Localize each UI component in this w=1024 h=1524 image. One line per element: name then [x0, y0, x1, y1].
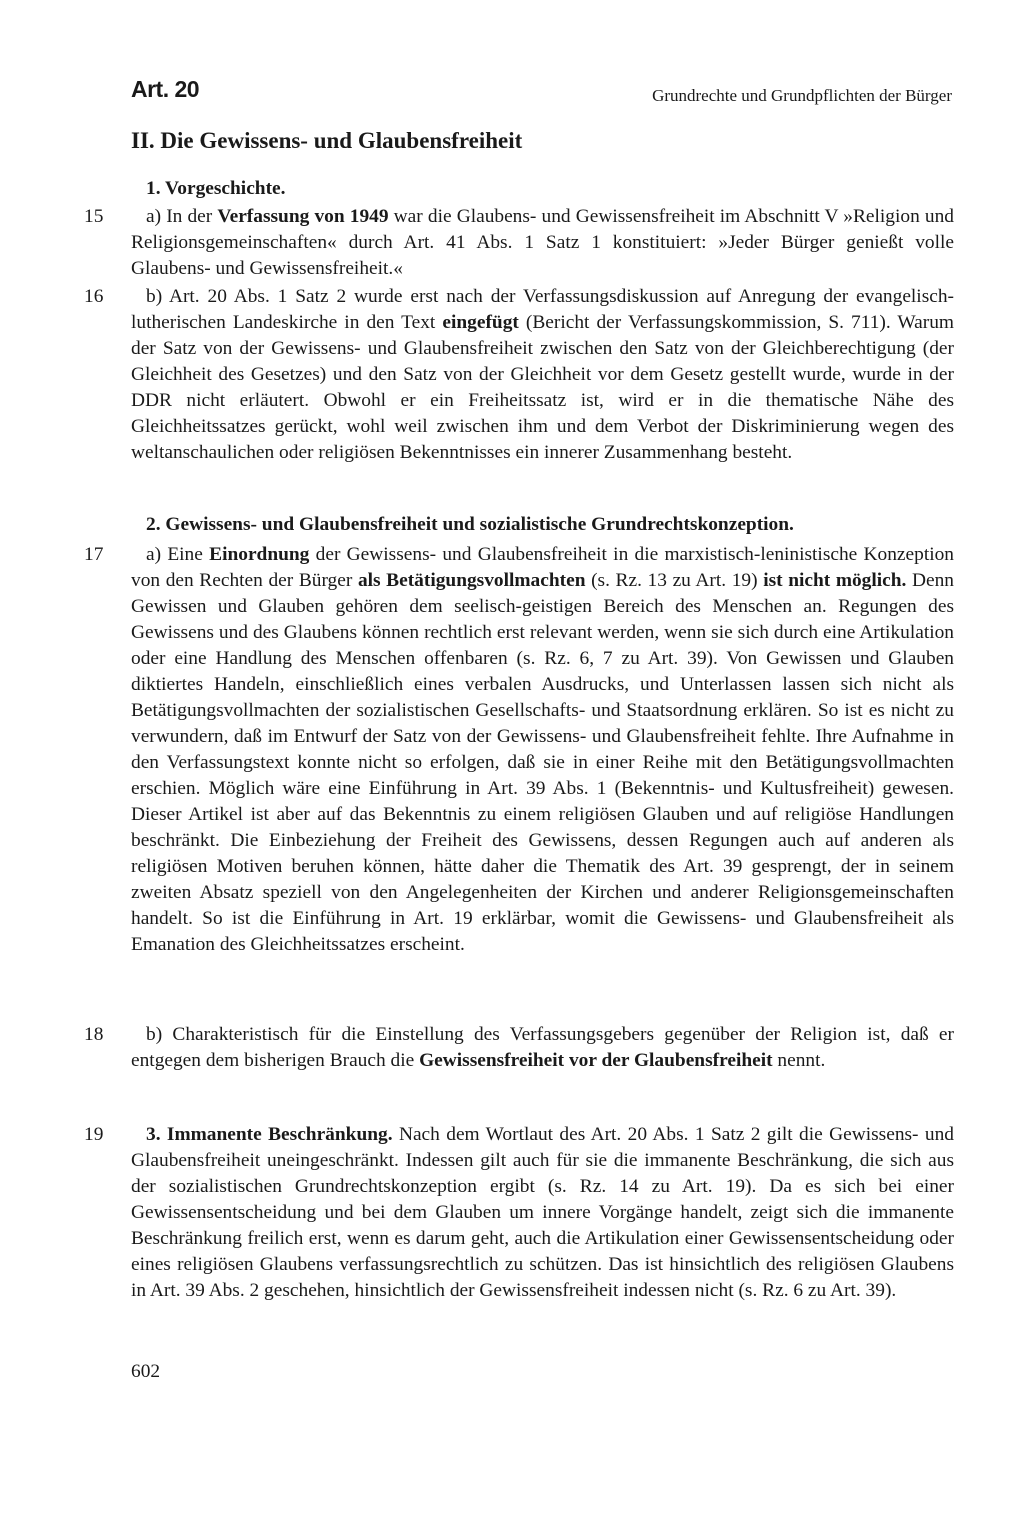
- section-title: II. Die Gewissens- und Glaubensfreiheit: [131, 128, 523, 153]
- paragraph-19: 3. Immanente Beschränkung. Nach dem Wortlaut des Art. 20 Abs. 1 Satz 2 gilt die Gewissens- und Glaubensfreiheit uneingeschränkt. Indessen gilt auch für sie die immanente Beschränkung, die sich aus der sozialistischen Grundrechtskonzeption ergibt (s. Rz. 14 zu Art. 19). Da es sich bei einer Gewissensentscheidung und bei dem Glauben um innere Vorgänge handelt, zeigt sich die immanente Beschränkung freilich erst, wenn es darum geht, auch die Artikulation einer Gewissensentscheidung oder eines religiösen Glaubens verfassungsrechtlich zu schützen. Das ist hinsichtlich des religiösen Glaubens in Art. 39 Abs. 2 geschehen, hinsichtlich der Gewissensfreiheit indessen nicht (s. Rz. 6 zu Art. 39).: [131, 1124, 954, 1301]
- margin-number-17: 17: [84, 544, 104, 565]
- margin-number-15: 15: [84, 206, 104, 227]
- subsection-heading-2: 2. Gewissens- und Glaubensfreiheit und sozialistische Grundrechtskonzeption.: [146, 514, 794, 535]
- paragraph-16: b) Art. 20 Abs. 1 Satz 2 wurde erst nach der Verfassungsdiskussion auf Anregung der evangelisch-lutherischen Landeskirche in den Text eingefügt (Bericht der Verfassungskommission, S. 711). Warum der Satz von der Gewissens- und Glaubensfreiheit zwischen den Satz von der Gleichberechtigung (der Gleichheit des Gesetzes) und den Satz von der Gleichheit vor dem Gesetz gestellt wurde, wurde in der DDR nicht erläutert. Obwohl er ein Freiheitssatz ist, wird er in die thematische Nähe des Gleichheitssatzes gerückt, wohl weil zwischen ihm und dem Verbot der Diskriminierung wegen des weltanschaulichen oder religiösen Bekenntnisses ein innerer Zusammenhang besteht.: [131, 286, 955, 463]
- running-head: Grundrechte und Grundpflichten der Bürger: [652, 86, 952, 105]
- paragraph-15: a) In der Verfassung von 1949 war die Glaubens- und Gewissensfreiheit im Abschnitt V »Religion und Religionsgemeinschaften« durch Art. 41 Abs. 1 Satz 1 konstituiert: »Jeder Bürger genießt volle Glaubens- und Gewissensfreiheit.«: [131, 206, 954, 279]
- subsection-heading-1: 1. Vorgeschichte.: [146, 178, 286, 199]
- margin-number-18: 18: [84, 1024, 104, 1045]
- paragraph-18: b) Charakteristisch für die Einstellung des Verfassungsgebers gegenüber der Religion ist, daß er entgegen dem bisherigen Brauch die Gewissensfreiheit vor der Glaubensfreiheit nennt.: [131, 1024, 954, 1071]
- paragraph-17: a) Eine Einordnung der Gewissens- und Glaubensfreiheit in die marxistisch-leninistische Konzeption von den Rechten der Bürger als Betätigungsvollmachten (s. Rz. 13 zu Art. 19) ist nicht möglich. Denn Gewissen und Glauben gehören dem seelisch-geistigen Bereich des Menschen an. Regungen des Gewissens und des Glaubens können rechtlich erst relevant werden, wenn sie sich durch eine Artikulation oder eine Handlung des Menschen offenbaren (s. Rz. 6, 7 zu Art. 39). Von Gewissen und Glauben diktiertes Handeln, einschließlich eines verbalen Ausdrucks, und Unterlassen lassen sich nicht als Betätigungsvollmachten der sozialistischen Gesellschafts- und Staatsordnung erklären. So ist es nicht zu verwundern, daß im Entwurf der Satz von der Gewissens- und Glaubensfreiheit fehlte. Ihre Aufnahme in den Verfassungstext konnte nicht so erfolgen, daß sie in einer Reihe mit den Betätigungsvollmachten erschien. Möglich wäre eine Einführung in Art. 39 Abs. 1 (Bekenntnis- und Kultusfreiheit) gewesen. Dieser Artikel ist aber auf das Bekenntnis zu einem religiösen Glauben und auf religiöse Handlungen beschränkt. Die Einbeziehung der Freiheit des Gewissens, dessen Regungen auch auf anderen als religiösen Motiven beruhen können, hätte daher die Thematik des Art. 39 gesprengt, der in seinem zweiten Absatz speziell von den Angelegenheiten der Kirchen und anderer Religionsgemeinschaften handelt. So ist die Einführung in Art. 19 erklärbar, womit die Gewissens- und Glaubensfreiheit als Emanation des Gleichheitssatzes erscheint.: [131, 544, 955, 955]
- article-number: Art. 20: [131, 76, 200, 102]
- margin-number-16: 16: [84, 286, 104, 307]
- margin-number-19: 19: [84, 1124, 104, 1145]
- page-number: 602: [131, 1361, 161, 1382]
